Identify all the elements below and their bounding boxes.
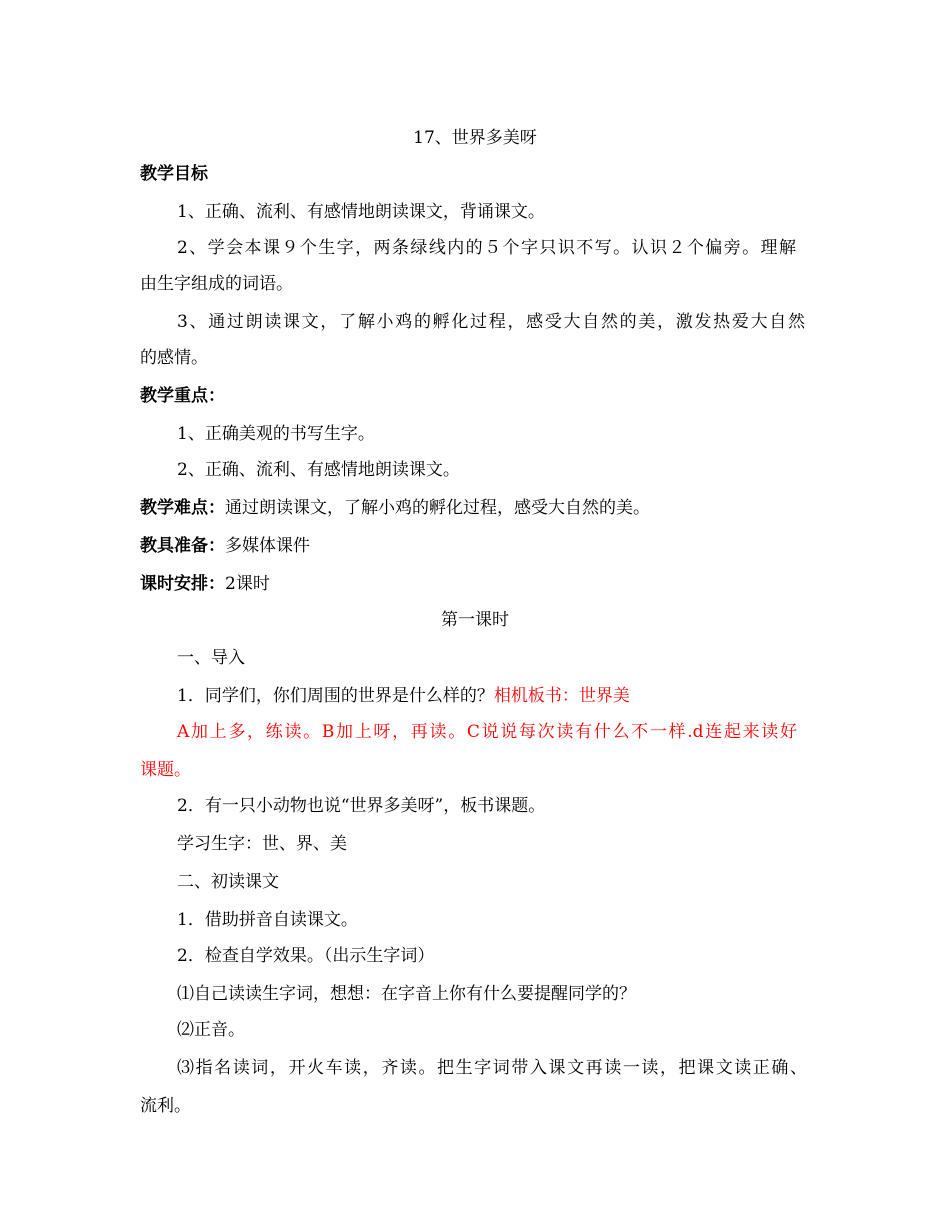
section-2-sub-1: ⑴自己读读生字词，想想：在字音上你有什么要提醒同学的？ (177, 984, 636, 1004)
goal-3-line-1: 3、通过朗读课文，了解小鸡的孵化过程，感受大自然的美，激发热爱大自然 (177, 312, 805, 332)
key-point-2: 2、正确、流利、有感情地朗读课文。 (177, 460, 460, 480)
tools-row (140, 534, 810, 558)
key-points-heading: 教学重点： (140, 386, 225, 406)
section-2-heading: 二、初读课文 (177, 872, 279, 892)
question-1-red-note: 相机板书：世界美 (493, 686, 630, 706)
lesson-title: 第一课时 (441, 610, 509, 630)
difficulty-text: 通过朗读课文，了解小鸡的孵化过程，感受大自然的美。 (225, 498, 650, 518)
tools-text: 多媒体课件 (225, 536, 310, 556)
goal-2-line-1: 2、学会本课９个生字，两条绿线内的５个字只识不写。认识２个偏旁。理解 (177, 238, 796, 258)
time-row (140, 572, 810, 596)
goal-1: 1、正确、流利、有感情地朗读课文，背诵课文。 (177, 202, 545, 222)
difficulty-row (140, 496, 810, 520)
section-2-sub-3-line-2: 流利。 (140, 1096, 191, 1116)
section-2-item-1: 1．借助拼音自读课文。 (177, 910, 358, 930)
red-note-line-1: A加上多，练读。B加上呀，再读。C说说每次读有什么不一样.d连起来读好 (177, 722, 797, 742)
section-2-sub-2: ⑵正音。 (177, 1020, 245, 1040)
difficulty-label: 教学难点： (140, 498, 225, 518)
key-point-1: 1、正确美观的书写生字。 (177, 424, 375, 444)
section-2-item-2: 2．检查自学效果。（出示生字词） (177, 946, 435, 966)
section-1-question-1 (177, 684, 847, 708)
tools-label: 教具准备： (140, 536, 225, 556)
red-note-line-2: 课题。 (140, 760, 191, 780)
goals-heading: 教学目标 (140, 164, 208, 184)
time-label: 课时安排： (140, 574, 225, 594)
section-2-sub-3-line-1: ⑶指名读词，开火车读，齐读。把生字词带入课文再读一读，把课文读正确、 (177, 1058, 807, 1078)
time-text: 2课时 (225, 574, 270, 594)
question-1-text: 1．同学们，你们周围的世界是什么样的？ (177, 686, 494, 706)
learn-characters: 学习生字：世、界、美 (177, 834, 347, 854)
goal-3-line-2: 的感情。 (140, 348, 208, 368)
section-1-heading: 一、导入 (177, 648, 245, 668)
document-title: 17、世界多美呀 (413, 128, 537, 148)
goal-2-line-2: 由生字组成的词语。 (140, 274, 293, 294)
section-1-question-2: 2．有一只小动物也说“世界多美呀”，板书课题。 (177, 796, 546, 816)
